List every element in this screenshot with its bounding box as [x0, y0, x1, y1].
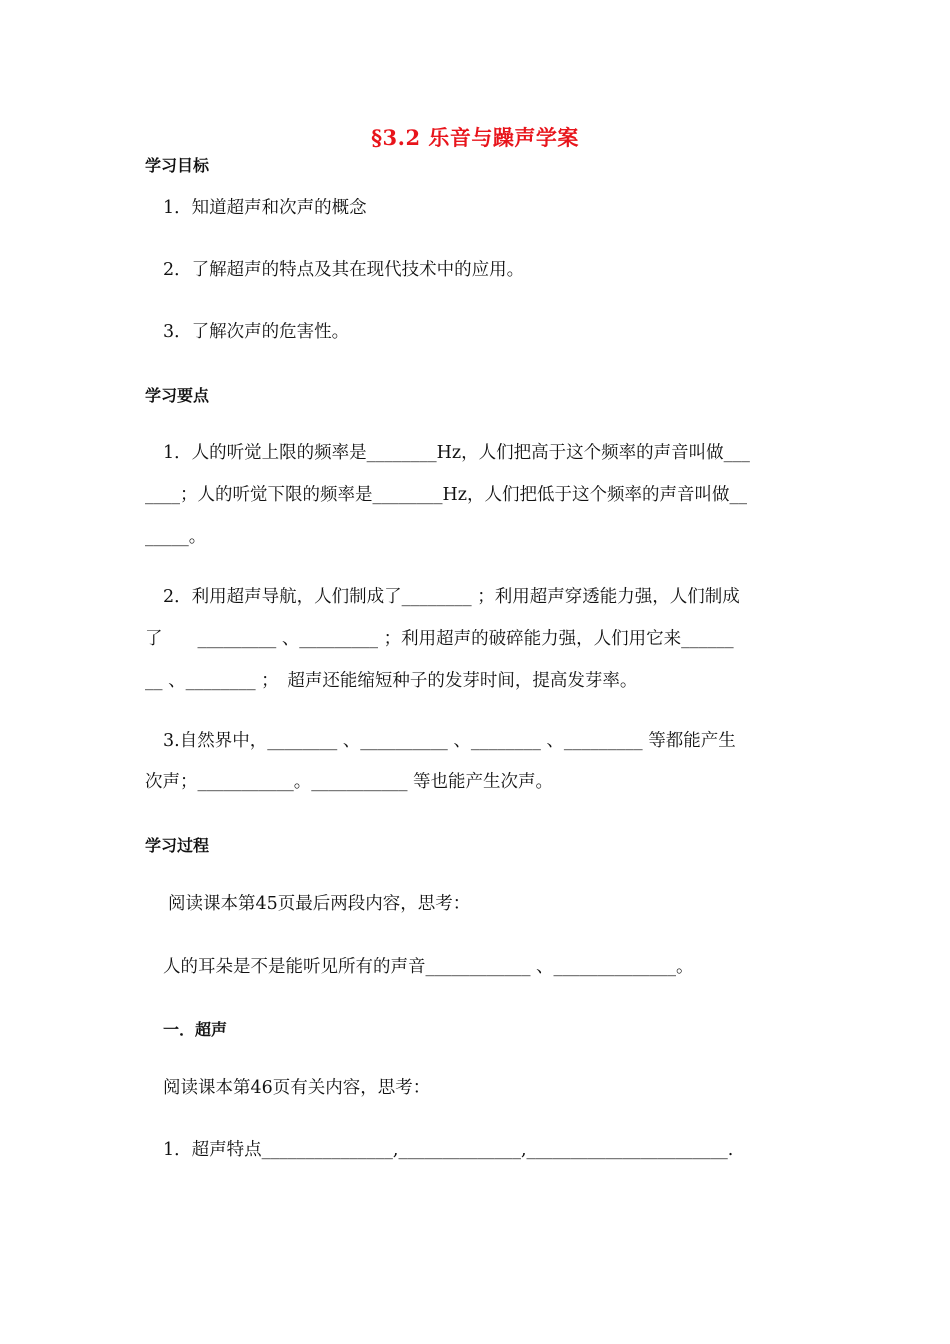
goal-item-3: 3．了解次声的危害性。 [163, 322, 350, 342]
goal-item-2: 2．了解超声的特点及其在现代技术中的应用。 [163, 260, 525, 280]
point-q2-line-3: __ 、________ ； 超声还能缩短种子的发芽时间，提高发芽率。 [145, 671, 638, 691]
point-q3-line-1: 3.自然界中，________ 、__________ 、________ 、_________ 等都能产生 [163, 731, 736, 751]
point-q1-line-3: _____。 [145, 527, 207, 547]
goal-item-1: 1．知道超声和次声的概念 [163, 198, 367, 218]
heading-learning-goals: 学习目标 [145, 156, 210, 175]
heading-learning-points: 学习要点 [145, 386, 210, 405]
process-read-2: 阅读课本第46页有关内容，思考： [163, 1078, 431, 1098]
point-q2-line-1: 2．利用超声导航，人们制成了________ ；利用超声穿透能力强，人们制成 [163, 587, 740, 607]
document-title: §3.2 乐音与躁声学案 [371, 125, 579, 150]
ultrasound-item-1: 1．超声特点_______________,______________,_______________________. [163, 1140, 734, 1160]
process-question-1: 人的耳朵是不是能听见所有的声音____________ 、______________。 [163, 957, 694, 977]
point-q3-line-2: 次声；___________。___________ 等也能产生次声。 [145, 772, 554, 792]
point-q2-line-2: 了 _________ 、_________ ；利用超声的破碎能力强，人们用它来______ [145, 629, 734, 649]
heading-learning-process: 学习过程 [145, 836, 210, 855]
process-read-1: 阅读课本第45页最后两段内容，思考： [168, 894, 471, 914]
point-q1-line-1: 1．人的听觉上限的频率是________Hz，人们把高于这个频率的声音叫做___ [163, 443, 750, 463]
point-q1-line-2: ____；人的听觉下限的频率是________Hz，人们把低于这个频率的声音叫做__ [145, 485, 747, 505]
subheading-ultrasound: 一．超声 [163, 1020, 228, 1039]
